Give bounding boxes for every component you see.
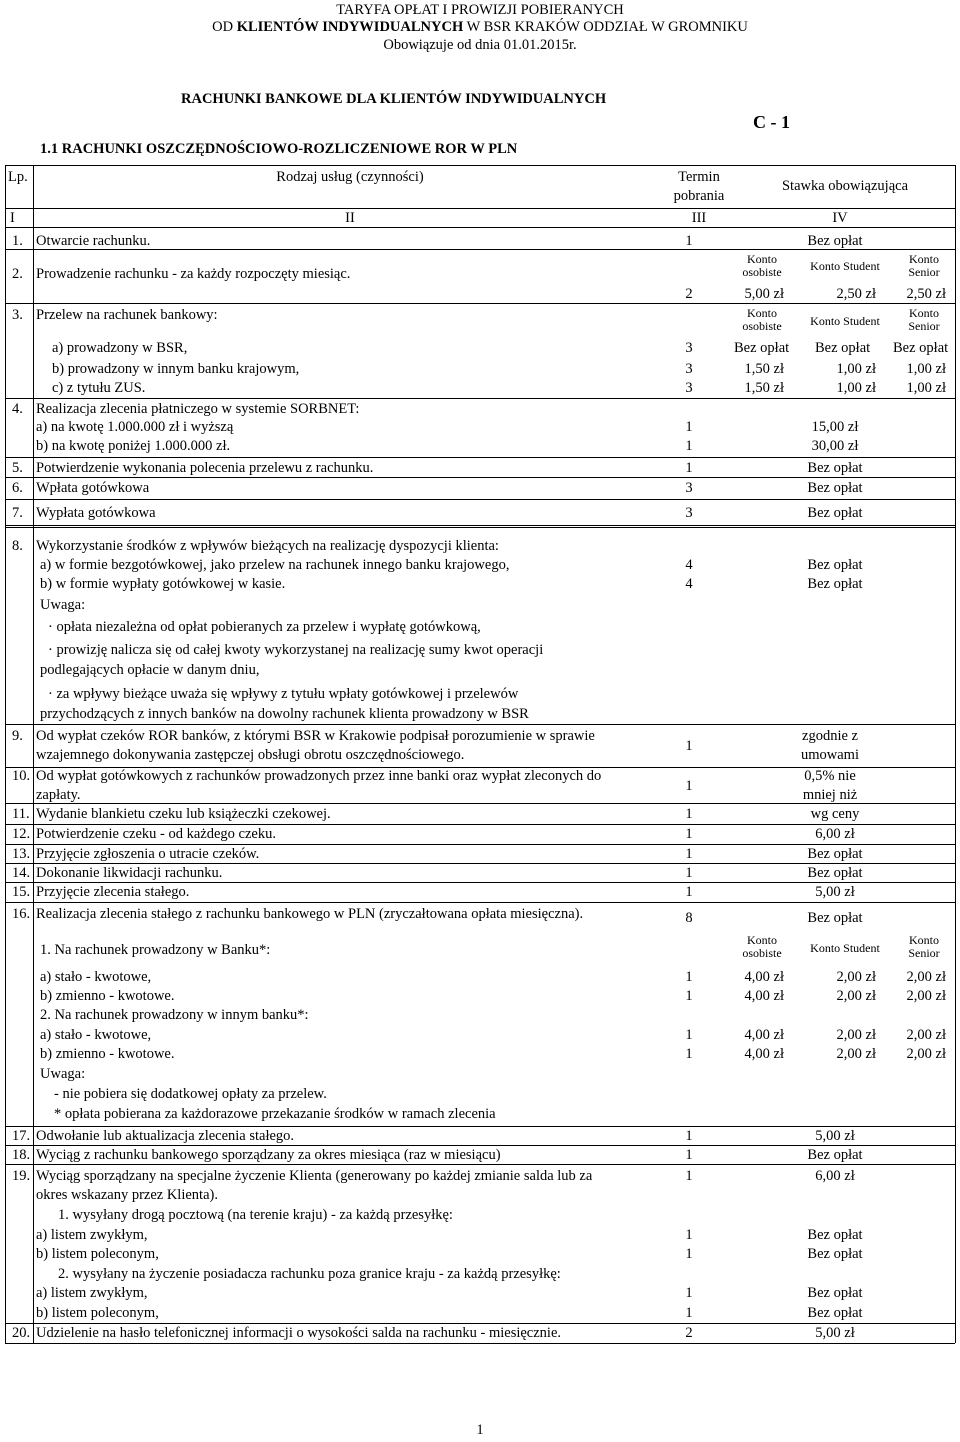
row-18-term: 1: [685, 1147, 693, 1163]
row-16-1a-term: 1: [685, 969, 693, 985]
row-8b-fee: Bez opłat: [807, 576, 863, 592]
acct-header-osobiste-3: [730, 934, 794, 960]
row-16-sub-1: 1. Na rachunek prowadzony w Banku*:: [40, 942, 271, 958]
row-19-2b-term: 1: [685, 1305, 693, 1321]
acct-header-senior-2: [895, 307, 953, 333]
row-9-fee-2: umowami: [801, 747, 859, 763]
row-3b-fee-student: 1,00 zł: [836, 361, 876, 377]
acct-osobiste-label: osobiste: [742, 319, 782, 333]
row-8-note-1: · opłata niezależna od opłat pobieranych za przelew i wypłatę gotówkową,: [48, 619, 481, 635]
row-1-no: 1.: [12, 233, 23, 249]
acct-header-senior: [895, 253, 953, 279]
row-4b-text: b) na kwotę poniżej 1.000.000 zł.: [36, 438, 231, 454]
col-service: Rodzaj usług (czynności): [276, 169, 424, 185]
row-20-fee: 5,00 zł: [815, 1325, 855, 1341]
row-2-text: Prowadzenie rachunku - za każdy rozpoczęty miesiąc.: [36, 266, 351, 282]
row-19-1b-text: b) listem poleconym,: [36, 1246, 159, 1262]
row-8-text: Wykorzystanie środków z wpływów bieżących na realizację dyspozycji klienta:: [36, 538, 499, 554]
row-19-text-1: Wyciąg sporządzany na specjalne życzenie Klienta (generowany po każdej zmianie salda lub za: [36, 1168, 593, 1184]
row-10-text-1: Od wypłat gotówkowych z rachunków prowadzonych przez inne banki oraz wypłat zleconych do: [36, 768, 602, 784]
acct-header-student-3: Konto Student: [810, 941, 880, 955]
acct-header-osobiste: [730, 253, 794, 279]
row-19-no: 19.: [12, 1168, 31, 1184]
row-8b-term: 4: [685, 576, 693, 592]
row-3-no: 3.: [12, 307, 23, 323]
row-17-term: 1: [685, 1128, 693, 1144]
acct-header-student-2: Konto Student: [810, 314, 880, 328]
row-4-text: Realizacja zlecenia płatniczego w systemie SORBNET:: [36, 401, 360, 417]
row-14-text: Dokonanie likwidacji rachunku.: [36, 865, 223, 881]
row-15-term: 1: [685, 884, 693, 900]
header-line-2-bold: KLIENTÓW INDYWIDUALNYCH: [236, 19, 464, 35]
row-19-fee: 6,00 zł: [815, 1168, 855, 1184]
row-20-text: Udzielenie na hasło telefonicznej informacji o wysokości salda na rachunku - miesięcznie.: [36, 1325, 562, 1341]
row-3a-fee-student: Bez opłat: [815, 340, 871, 356]
row-16-1a-fee-student: 2,00 zł: [836, 969, 876, 985]
row-19-1a-fee: Bez opłat: [807, 1227, 863, 1243]
col-num-3: III: [691, 210, 707, 226]
row-14-fee: Bez opłat: [807, 865, 863, 881]
row-6-text: Wpłata gotówkowa: [36, 480, 150, 496]
row-6-term: 3: [685, 480, 693, 496]
row-5-text: Potwierdzenie wykonania polecenia przelewu z rachunku.: [36, 460, 374, 476]
acct-header-senior-3: [895, 934, 953, 960]
acct-konto-label: Konto: [909, 933, 939, 947]
row-19-1b-term: 1: [685, 1246, 693, 1262]
acct-senior-label: Senior: [908, 946, 940, 960]
row-16-2b-fee-osobiste: 4,00 zł: [744, 1046, 784, 1062]
row-8-note-2b: podlegających opłacie w danym dniu,: [40, 662, 260, 678]
row-19-2a-text: a) listem zwykłym,: [36, 1285, 148, 1301]
row-8-no: 8.: [12, 538, 23, 554]
row-19-2b-fee: Bez opłat: [807, 1305, 863, 1321]
row-9-no: 9.: [12, 728, 23, 744]
row-11-no: 11.: [12, 806, 30, 822]
row-16-note-1: - nie pobiera się dodatkowej opłaty za przelew.: [54, 1086, 327, 1102]
acct-header-student: Konto Student: [810, 259, 880, 273]
row-2-term: 2: [685, 286, 693, 302]
col-num-2: II: [345, 210, 355, 226]
row-9-text-1: Od wypłat czeków ROR banków, z którymi BSR w Krakowie podpisał porozumienie w sprawie: [36, 728, 595, 744]
row-19-2a-fee: Bez opłat: [807, 1285, 863, 1301]
row-3c-term: 3: [685, 380, 693, 396]
row-4b-fee: 30,00 zł: [811, 438, 859, 454]
row-5-no: 5.: [12, 460, 23, 476]
row-2-fee-student: 2,50 zł: [836, 286, 876, 302]
row-8-note-2a: · prowizję nalicza się od całej kwoty wykorzystanej na realizację sumy kwot operacji: [48, 642, 544, 658]
row-1-fee: Bez opłat: [807, 233, 863, 249]
col-lp: Lp.: [8, 169, 28, 185]
row-15-text: Przyjęcie zlecenia stałego.: [36, 884, 190, 900]
row-13-text: Przyjęcie zgłoszenia o utracie czeków.: [36, 846, 260, 862]
row-18-text: Wyciąg z rachunku bankowego sporządzany za okres miesiąca (raz w miesiącu): [36, 1147, 501, 1163]
row-16-sub-2: 2. Na rachunek prowadzony w innym banku*:: [40, 1007, 309, 1023]
row-12-fee: 6,00 zł: [815, 826, 855, 842]
row-17-fee: 5,00 zł: [815, 1128, 855, 1144]
row-16-2a-text: a) stało - kwotowe,: [40, 1027, 152, 1043]
row-17-no: 17.: [12, 1128, 31, 1144]
row-16-2a-fee-student: 2,00 zł: [836, 1027, 876, 1043]
row-19-text-2: okres wskazany przez Klienta).: [36, 1187, 218, 1203]
row-11-term: 1: [685, 806, 693, 822]
row-17-text: Odwołanie lub aktualizacja zlecenia stałego.: [36, 1128, 295, 1144]
row-18-fee: Bez opłat: [807, 1147, 863, 1163]
acct-osobiste-label: osobiste: [742, 946, 782, 960]
row-19-sub-2: 2. wysyłany na życzenie posiadacza rachunku poza granice kraju - za każdą przesyłkę:: [58, 1266, 561, 1282]
row-19-term: 1: [685, 1168, 693, 1184]
row-3a-fee-osobiste: Bez opłat: [734, 340, 790, 356]
row-16-text: Realizacja zlecenia stałego z rachunku bankowego w PLN (zryczałtowana opłata miesięczna).: [36, 906, 584, 922]
row-3c-fee-student: 1,00 zł: [836, 380, 876, 396]
row-8-uwaga: Uwaga:: [40, 597, 86, 613]
col-num-4: IV: [832, 210, 848, 226]
row-12-text: Potwierdzenie czeku - od każdego czeku.: [36, 826, 276, 842]
row-8a-term: 4: [685, 557, 693, 573]
acct-konto-label: Konto: [747, 933, 777, 947]
row-16-term: 8: [685, 910, 693, 926]
row-3a-text: a) prowadzony w BSR,: [52, 340, 188, 356]
row-4a-text: a) na kwotę 1.000.000 zł i wyższą: [36, 419, 234, 435]
row-15-fee: 5,00 zł: [815, 884, 855, 900]
row-13-fee: Bez opłat: [807, 846, 863, 862]
row-13-term: 1: [685, 846, 693, 862]
row-2-fee-senior: 2,50 zł: [906, 286, 946, 302]
acct-senior-label: Senior: [908, 265, 940, 279]
row-16-1b-fee-student: 2,00 zł: [836, 988, 876, 1004]
row-6-no: 6.: [12, 480, 23, 496]
row-1-term: 1: [685, 233, 693, 249]
acct-konto-label: Konto: [909, 306, 939, 320]
row-4-no: 4.: [12, 401, 23, 417]
row-11-fee: wg ceny: [810, 806, 860, 822]
row-10-no: 10.: [12, 768, 31, 784]
row-8-note-3b: przychodzących z innych banków na dowolny rachunek klienta prowadzony w BSR: [40, 706, 529, 722]
row-19-sub-1: 1. wysyłany drogą pocztową (na terenie kraju) - za każdą przesyłkę:: [58, 1207, 453, 1223]
row-20-no: 20.: [12, 1325, 31, 1341]
row-15-no: 15.: [12, 884, 31, 900]
row-3a-term: 3: [685, 340, 693, 356]
row-16-1b-fee-senior: 2,00 zł: [906, 988, 946, 1004]
col-num-1: I: [10, 210, 15, 226]
row-3b-fee-senior: 1,00 zł: [906, 361, 946, 377]
row-8b-text: b) w formie wypłaty gotówkowej w kasie.: [40, 576, 286, 592]
row-16-2a-fee-osobiste: 4,00 zł: [744, 1027, 784, 1043]
row-5-term: 1: [685, 460, 693, 476]
acct-header-osobiste-2: [730, 307, 794, 333]
row-16-1a-fee-osobiste: 4,00 zł: [744, 969, 784, 985]
row-16-2b-text: b) zmienno - kwotowe.: [40, 1046, 175, 1062]
row-8a-text: a) w formie bezgotówkowej, jako przelew na rachunek innego banku krajowego,: [40, 557, 510, 573]
row-3c-fee-osobiste: 1,50 zł: [744, 380, 784, 396]
row-14-term: 1: [685, 865, 693, 881]
acct-konto-label: Konto: [747, 252, 777, 266]
row-16-1b-text: b) zmienno - kwotowe.: [40, 988, 175, 1004]
row-10-fee-2: mniej niż: [802, 787, 858, 803]
row-8a-fee: Bez opłat: [807, 557, 863, 573]
acct-osobiste-label: osobiste: [742, 265, 782, 279]
row-13-no: 13.: [12, 846, 31, 862]
row-12-term: 1: [685, 826, 693, 842]
header-line-1: TARYFA OPŁAT I PROWIZJI POBIERANYCH: [336, 2, 624, 18]
row-8-note-3a: · za wpływy bieżące uważa się wpływy z tytułu wpłaty gotówkowej i przelewów: [48, 686, 519, 702]
row-7-term: 3: [685, 505, 693, 521]
row-19-1a-text: a) listem zwykłym,: [36, 1227, 148, 1243]
row-16-2b-fee-senior: 2,00 zł: [906, 1046, 946, 1062]
row-16-1a-fee-senior: 2,00 zł: [906, 969, 946, 985]
row-9-text-2: wzajemnego dokonywania zastępczej obsługi obrotu oszczędnościowego.: [36, 747, 465, 763]
row-7-text: Wypłata gotówkowa: [36, 505, 156, 521]
row-16-1a-text: a) stało - kwotowe,: [40, 969, 152, 985]
row-16-2b-term: 1: [685, 1046, 693, 1062]
header-line-2-prefix: OD: [212, 19, 237, 35]
row-6-fee: Bez opłat: [807, 480, 863, 496]
header-line-2-suffix: W BSR KRAKÓW ODDZIAŁ W GROMNIKU: [463, 19, 748, 35]
row-10-term: 1: [685, 778, 693, 794]
row-11-text: Wydanie blankietu czeku lub książeczki czekowej.: [36, 806, 331, 822]
col-term-line-1: Termin: [678, 169, 720, 185]
row-20-term: 2: [685, 1325, 693, 1341]
effective-date: Obowiązuje od dnia 01.01.2015r.: [383, 37, 577, 53]
row-3a-fee-senior: Bez opłat: [893, 340, 949, 356]
row-4b-term: 1: [685, 438, 693, 454]
row-16-1b-term: 1: [685, 988, 693, 1004]
row-3b-term: 3: [685, 361, 693, 377]
row-4a-term: 1: [685, 419, 693, 435]
row-3b-fee-osobiste: 1,50 zł: [744, 361, 784, 377]
row-16-no: 16.: [12, 906, 31, 922]
row-19-2b-text: b) listem poleconym,: [36, 1305, 159, 1321]
acct-konto-label: Konto: [909, 252, 939, 266]
row-19-2a-term: 1: [685, 1285, 693, 1301]
row-7-no: 7.: [12, 505, 23, 521]
page-number: 1: [476, 1422, 484, 1438]
row-2-no: 2.: [12, 266, 23, 282]
row-16-2a-term: 1: [685, 1027, 693, 1043]
row-3c-fee-senior: 1,00 zł: [906, 380, 946, 396]
row-5-fee: Bez opłat: [807, 460, 863, 476]
row-9-fee-1: zgodnie z: [802, 728, 858, 744]
section-title: RACHUNKI BANKOWE DLA KLIENTÓW INDYWIDUALNYCH: [181, 91, 607, 107]
row-16-uwaga: Uwaga:: [40, 1066, 86, 1082]
col-term-line-2: pobrania: [673, 188, 725, 204]
row-16-1b-fee-osobiste: 4,00 zł: [744, 988, 784, 1004]
header-line-2: [0, 19, 960, 35]
col-rate: Stawka obowiązująca: [781, 178, 909, 194]
row-10-fee-1: 0,5% nie: [804, 768, 856, 784]
row-2-fee-osobiste: 5,00 zł: [744, 286, 784, 302]
row-3c-text: c) z tytułu ZUS.: [52, 380, 146, 396]
row-7-fee: Bez opłat: [807, 505, 863, 521]
row-1-text: Otwarcie rachunku.: [36, 233, 151, 249]
acct-konto-label: Konto: [747, 306, 777, 320]
row-9-term: 1: [685, 738, 693, 754]
row-14-no: 14.: [12, 865, 31, 881]
row-16-note-2: * opłata pobierana za każdorazowe przekazanie środków w ramach zlecenia: [54, 1106, 496, 1122]
row-12-no: 12.: [12, 826, 31, 842]
subsection-title: 1.1 RACHUNKI OSZCZĘDNOŚCIOWO-ROZLICZENIOWE ROR W PLN: [40, 141, 518, 157]
row-3b-text: b) prowadzony w innym banku krajowym,: [52, 361, 300, 377]
row-16-2b-fee-student: 2,00 zł: [836, 1046, 876, 1062]
row-16-fee: Bez opłat: [807, 910, 863, 926]
row-10-text-2: zapłaty.: [36, 787, 81, 803]
row-18-no: 18.: [12, 1147, 31, 1163]
row-4a-fee: 15,00 zł: [811, 419, 859, 435]
row-16-2a-fee-senior: 2,00 zł: [906, 1027, 946, 1043]
row-19-1b-fee: Bez opłat: [807, 1246, 863, 1262]
table-code: C - 1: [753, 112, 790, 132]
row-3-text: Przelew na rachunek bankowy:: [36, 307, 218, 323]
row-19-1a-term: 1: [685, 1227, 693, 1243]
acct-senior-label: Senior: [908, 319, 940, 333]
